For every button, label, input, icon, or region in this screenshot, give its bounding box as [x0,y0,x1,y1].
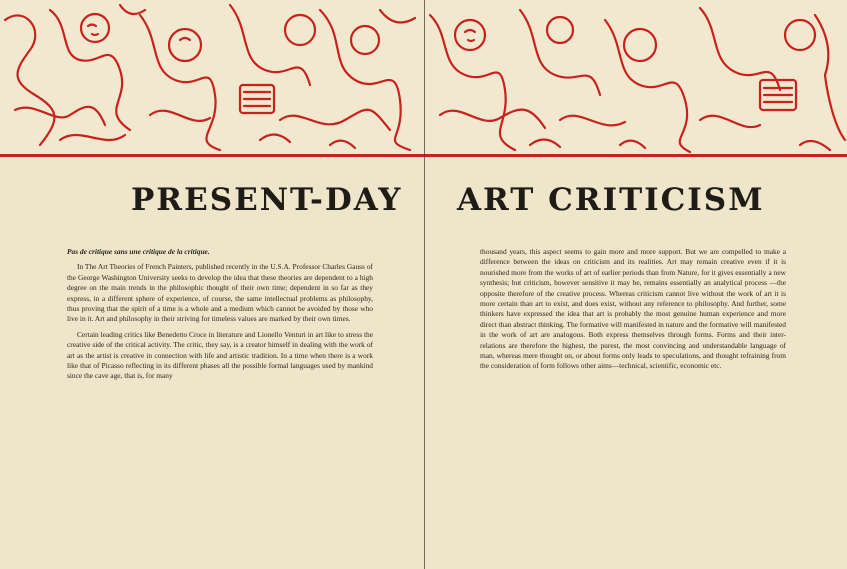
epigraph: Pas de critique sans une critique de la critique. [67,247,210,256]
left-paragraph-1: In The Art Theories of French Painters, published recently in the U.S.A. Professor Charles Gauss of the George Washington University seeks to develop the idea that these theories are dependent to a high degree on the main trends in the philosophic thought of their own time; dependent in so far as they express, in a different sphere of experience, of course, the same intellectual problems as philosophy, thus proving that the spirit of a time is a whole and a medium which cannot be avoided by those who live in it. Art and philosophy in their striving for timeless values are marked by their own times. [67,262,373,324]
right-paragraph-1: thousand years, this aspect seems to gain more and more support. But we are compelled to make a difference between the ideas on criticism and its realities. Art may remain creative even if it is nourished more from the works of art of earlier periods than from Nature, for it gives essentially a new synthesis; but criticism, however sensitive it may be, remains essentially an analytical process —the opposite therefore of the creative process. Whereas criticism cannot live without the work of art it is more certain than art to exist, and does exist, without any reference to philosophy. And further, some thinkers have expressed the idea that art is probably the most genuine human experience and more direct than abstract thinking. The formative will manifested in nature and the formative will manifested in the work of art are analogous. Both express themselves through forms. Forms and their inter-relations are therefore the highest, the purest, the most convincing and understandable language of man, whereas mere thought on, or about forms only leads to speculations, and thought refraining from the consideration of form follows other aims—technical, scientific, economic etc. [480,247,786,371]
page-gutter [424,0,425,569]
left-paragraph-2: Certain leading critics like Benedetto Croce in literature and Lionello Venturi in art like to stress the creative side of the critical activity. The critic, they say, is a creator himself in dealing with the work of art as the artist is creative in connection with life and artistic tradition. In a time when there is a work like that of Picasso reflecting in its different phases all the possible formal languages used by mankind since the cave age, that is, for many [67,329,373,381]
right-column [480,247,786,372]
title-right-half: ART CRITICISM [457,182,765,218]
title-left-half: PRESENT-DAY [131,182,403,218]
left-column [67,247,373,382]
